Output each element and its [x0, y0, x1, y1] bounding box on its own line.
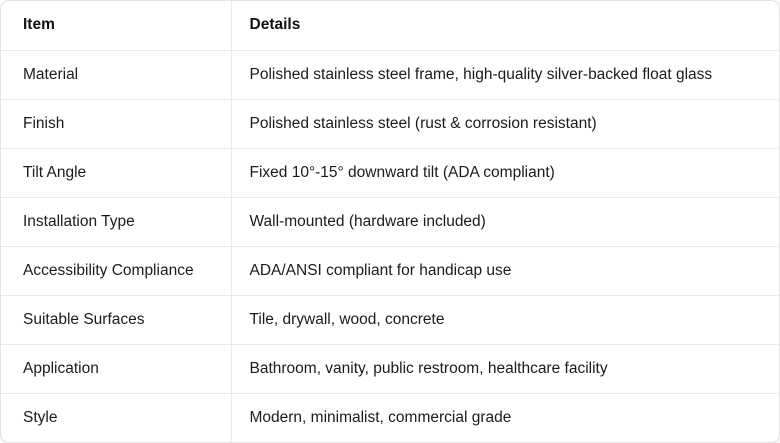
table-row-accessibility-compliance — [1, 246, 779, 295]
table-row-suitable-surfaces — [1, 295, 779, 344]
details-cell: Tile, drywall, wood, concrete — [249, 310, 445, 328]
table-row-installation-type — [1, 197, 779, 246]
table-row-material — [1, 50, 779, 99]
details-cell: ADA/ANSI compliant for handicap use — [249, 261, 512, 279]
table-body — [1, 50, 779, 442]
item-cell: Style — [1, 393, 231, 442]
details-cell: Fixed 10°-15° downward tilt (ADA compliant) — [249, 163, 555, 181]
table-row-application — [1, 344, 779, 393]
item-cell: Material — [1, 50, 231, 99]
spec-table — [1, 1, 779, 442]
item-cell: Finish — [1, 99, 231, 148]
item-cell: Application — [1, 344, 231, 393]
item-cell: Tilt Angle — [1, 148, 231, 197]
details-cell: Polished stainless steel (rust & corrosion resistant) — [249, 114, 597, 132]
table-row-finish — [1, 99, 779, 148]
column-header-details: Details — [249, 16, 301, 34]
details-cell: Bathroom, vanity, public restroom, healthcare facility — [249, 359, 608, 377]
item-cell: Suitable Surfaces — [1, 295, 231, 344]
column-header-item: Item — [1, 1, 231, 50]
details-cell: Modern, minimalist, commercial grade — [249, 408, 512, 426]
item-cell: Installation Type — [1, 197, 231, 246]
table-row-tilt-angle — [1, 148, 779, 197]
table-header-row — [1, 1, 779, 50]
item-cell: Accessibility Compliance — [1, 246, 231, 295]
table-row-style — [1, 393, 779, 442]
details-cell: Wall-mounted (hardware included) — [249, 212, 486, 230]
details-cell: Polished stainless steel frame, high-quality silver-backed float glass — [249, 65, 713, 83]
